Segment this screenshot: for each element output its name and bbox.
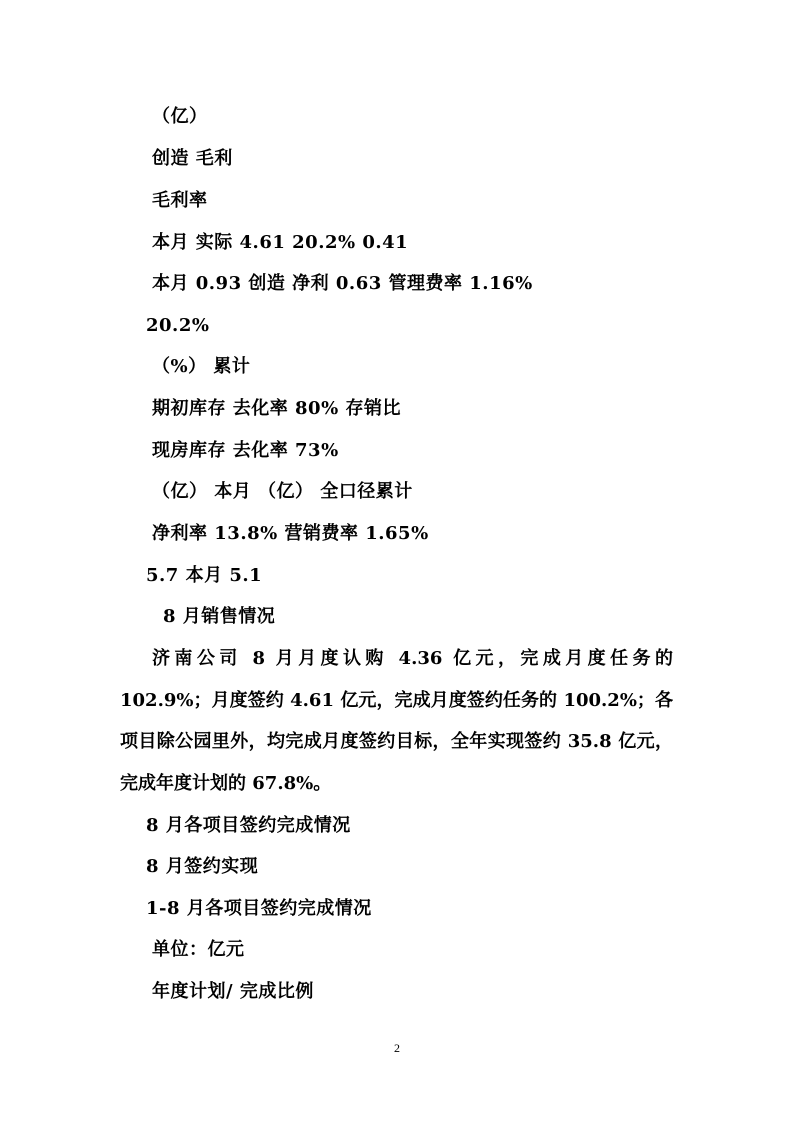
text-line: 本月 实际 4.61 20.2% 0.41 [152,232,409,253]
text-line: 本月 0.93 创造 净利 0.63 管理费率 1.16% [152,273,533,294]
text-line: （%） 累计 [152,356,251,377]
text-line: 8 月各项目签约完成情况 [146,815,351,836]
text-line: （亿） 本月 （亿） 全口径累计 [152,481,413,502]
text-line: 创造 毛利 [152,148,233,169]
section-heading: 8 月销售情况 [163,606,276,627]
text-line: 1-8 月各项目签约完成情况 [146,898,372,919]
text-line: 净利率 13.8% 营销费率 1.65% [152,523,429,544]
text-line: 单位：亿元 [152,939,245,960]
text-line: 年度计划/ 完成比例 [152,981,314,1002]
text-line: （亿） [152,106,208,127]
text-line: 8 月签约实现 [146,856,259,877]
text-line: 期初库存 去化率 80% 存销比 [152,398,401,419]
text-line: 20.2% [146,315,210,336]
text-line: 5.7 本月 5.1 [146,565,263,586]
text-line: 毛利率 [152,190,208,211]
page-number: 2 [394,1041,400,1055]
text-line: 现房库存 去化率 73% [152,440,339,461]
body-paragraph: 济南公司 8 月月度认购 4.36 亿元，完成月度任务的 102.9%；月度签约 4.61 亿元，完成月度签约任务的 100.2%；各项目除公园里外，均完成月度签约目标，全年实现签约 35.8 亿元，完成年度计划的 67.8%。 [120,648,673,794]
